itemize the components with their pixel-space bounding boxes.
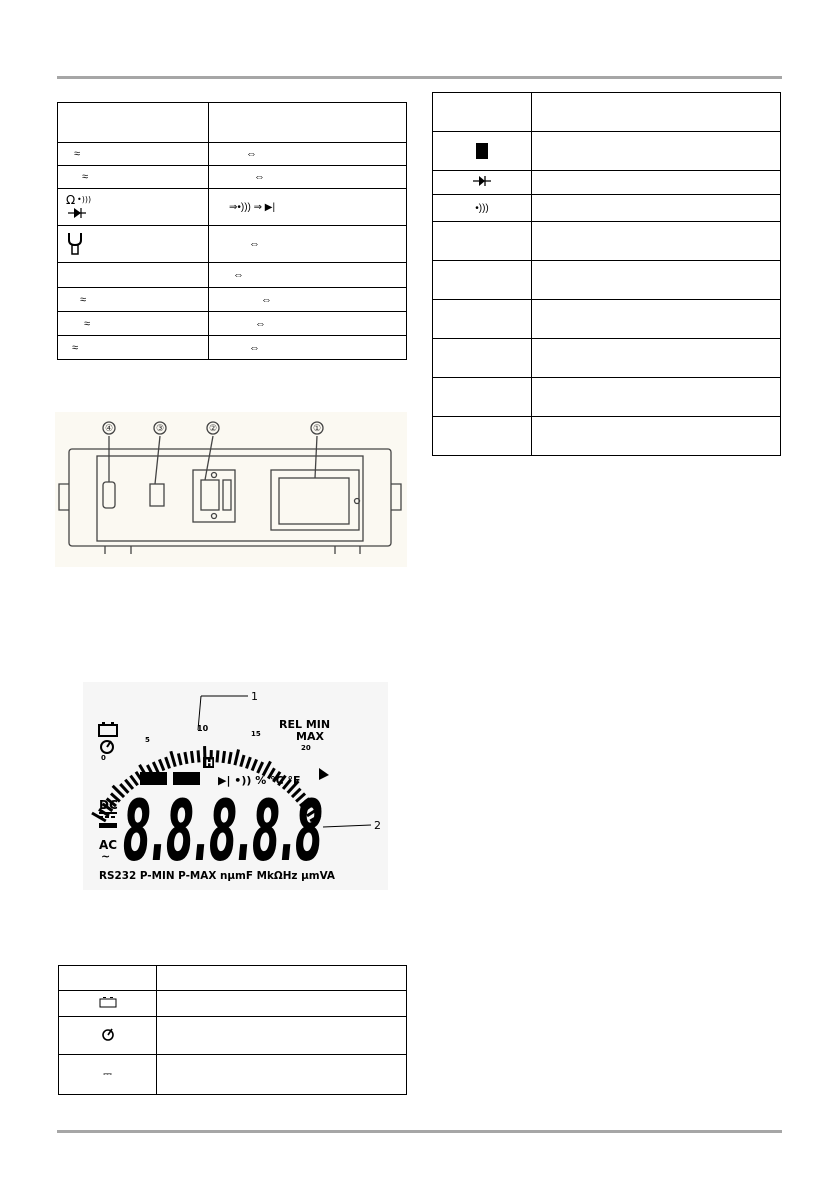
rear-panel-drawing xyxy=(55,412,407,567)
sym-right-row-9-desc xyxy=(532,378,781,417)
lcd-main-digits: 8.8.8.8.8 xyxy=(123,782,323,880)
continuity-icon: •))) xyxy=(475,202,489,214)
bar-graph-segment xyxy=(217,750,218,762)
lcd-symbols-row: ▶| •)) % °C °F xyxy=(218,774,301,787)
function-row-8-left: ≈ xyxy=(58,336,209,360)
lcd-callout-1: 1 xyxy=(251,690,258,703)
sym-right-row-8 xyxy=(433,339,532,378)
sym-bottom-row-dc xyxy=(59,1055,157,1095)
bar-graph-segment xyxy=(185,752,187,764)
symbol-table-bottom xyxy=(58,965,407,1095)
diode-icon xyxy=(473,175,491,187)
callout-2: ② xyxy=(208,423,218,433)
rear-panel-figure xyxy=(55,412,407,567)
callout-4: ④ xyxy=(104,423,114,433)
lcd-figure xyxy=(83,680,393,895)
sym-bottom-row-auto-off xyxy=(59,1017,157,1055)
function-row-5-right: ⇔ xyxy=(209,263,407,288)
function-table xyxy=(57,102,407,360)
sym-right-row-9 xyxy=(433,378,532,417)
sym-right-row-4-desc xyxy=(532,195,781,222)
scale-tick-15: 15 xyxy=(251,730,261,738)
scale-tick-0: 0 xyxy=(101,754,106,762)
bar-graph-segment xyxy=(191,751,193,763)
lcd-dc-label: DC xyxy=(99,798,118,812)
lcd-ac-wave: ~ xyxy=(101,850,111,863)
function-row-4-left xyxy=(58,226,209,263)
svg-text:•))): •))) xyxy=(77,194,92,204)
sym-bottom-header-desc xyxy=(157,966,407,991)
function-row-7-right: ⇔ xyxy=(209,312,407,336)
sym-right-row-3-desc xyxy=(532,171,781,195)
sym-right-row-7-desc xyxy=(532,300,781,339)
function-row-8-right: ⇔ xyxy=(209,336,407,360)
scale-tick-20: 20 xyxy=(301,744,311,752)
lcd-rel-min: REL MIN xyxy=(279,718,331,731)
sym-bottom-row-auto-off-desc xyxy=(157,1017,407,1055)
function-row-3-left xyxy=(58,189,209,226)
bar-graph-segment xyxy=(229,752,231,764)
dc-icon: ⎓ xyxy=(103,1068,112,1080)
sym-bottom-header xyxy=(59,966,157,991)
lcd-hold-indicator: H xyxy=(205,759,214,769)
ohm-continuity-diode-icon xyxy=(64,191,114,221)
svg-text:Ω: Ω xyxy=(66,192,76,207)
sym-bottom-row-battery xyxy=(59,991,157,1017)
solid-block-icon xyxy=(476,143,488,159)
callout-1: ① xyxy=(312,423,322,433)
sym-right-row-2 xyxy=(433,132,532,171)
lcd-bottom-units: RS232 P-MIN P-MAX nμmF MkΩHz μmVA xyxy=(99,870,336,882)
sym-right-row-4 xyxy=(433,195,532,222)
function-table-header-left xyxy=(58,103,209,143)
sym-right-row-7 xyxy=(433,300,532,339)
lcd-drawing xyxy=(83,680,393,895)
sym-right-row-2-desc xyxy=(532,132,781,171)
function-row-6-right: ⇔ xyxy=(209,288,407,312)
sym-right-row-1 xyxy=(433,93,532,132)
callout-3: ③ xyxy=(155,423,165,433)
function-row-6-left: ≈ xyxy=(58,288,209,312)
sym-right-row-3 xyxy=(433,171,532,195)
sym-right-row-5 xyxy=(433,222,532,261)
function-row-4-right: ⇔ xyxy=(209,226,407,263)
lcd-callout-2: 2 xyxy=(374,819,381,832)
sym-right-row-10 xyxy=(433,417,532,456)
lcd-ac-label: AC xyxy=(99,838,118,852)
function-row-1-left: ≈ xyxy=(58,143,209,166)
sym-right-row-1-desc xyxy=(532,93,781,132)
lcd-max: MAX xyxy=(296,730,324,743)
bar-graph-segment xyxy=(223,751,225,763)
clamp-icon xyxy=(66,230,86,256)
function-row-2-left: ≈ xyxy=(58,166,209,189)
sym-right-row-5-desc xyxy=(532,222,781,261)
function-row-1-right: ⇔ xyxy=(209,143,407,166)
function-row-7-left: ≈ xyxy=(58,312,209,336)
function-row-2-right: ⇔ xyxy=(209,166,407,189)
bar-graph-segment xyxy=(198,750,199,762)
auto-off-icon xyxy=(100,1026,116,1042)
lcd-minus-sign xyxy=(99,823,117,828)
scale-tick-5: 5 xyxy=(145,736,150,744)
function-table-header-right xyxy=(209,103,407,143)
scale-tick-10: 10 xyxy=(197,724,209,733)
function-row-5-left xyxy=(58,263,209,288)
symbol-table-right xyxy=(432,92,781,456)
sym-bottom-row-dc-desc xyxy=(157,1055,407,1095)
sym-bottom-row-battery-desc xyxy=(157,991,407,1017)
bottom-rule xyxy=(57,1130,782,1133)
sym-right-row-8-desc xyxy=(532,339,781,378)
sym-right-row-6 xyxy=(433,261,532,300)
sym-right-row-10-desc xyxy=(532,417,781,456)
sym-right-row-6-desc xyxy=(532,261,781,300)
top-rule xyxy=(57,76,782,79)
battery-icon xyxy=(98,996,118,1008)
function-row-3-right: ⇒•))) ⇒ ▶| xyxy=(209,189,407,226)
